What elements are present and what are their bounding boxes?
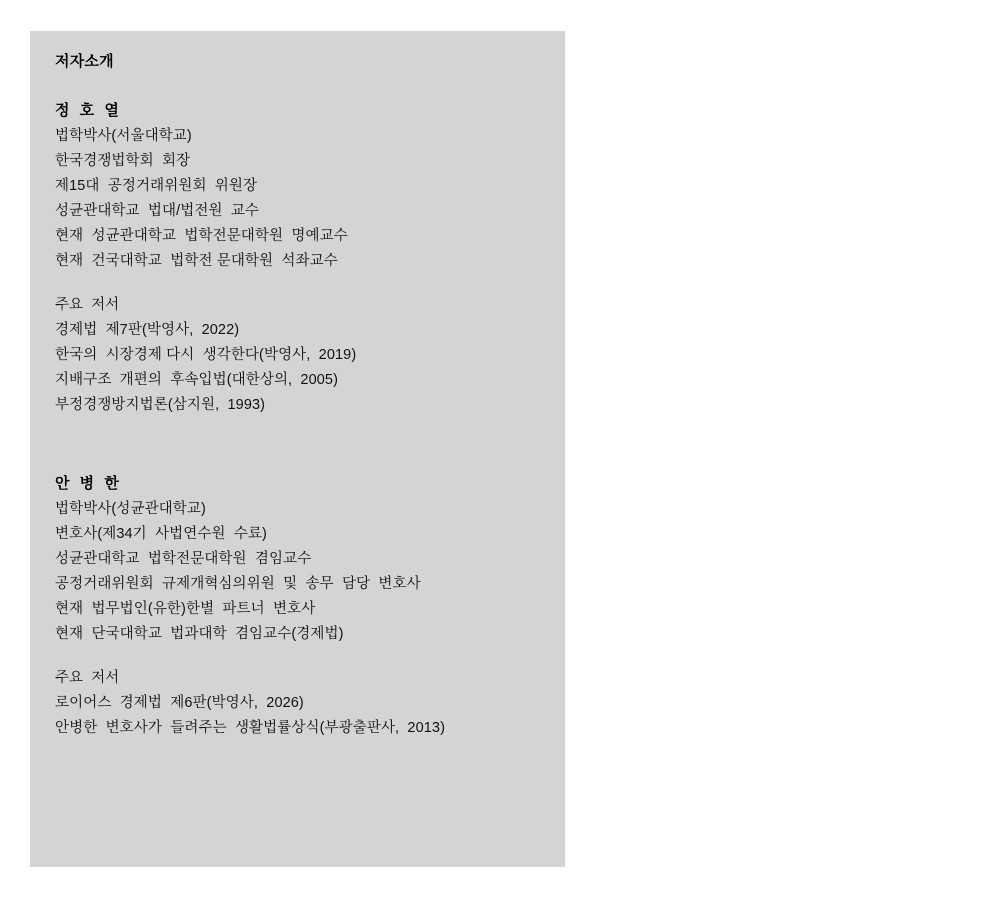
author-credential: 현재 성균관대학교 법학전문대학원 명예교수 [55, 228, 348, 244]
spacer [55, 647, 565, 666]
author-credential: 성균관대학교 법대/법전원 교수 [55, 203, 260, 219]
work-item: 안병한 변호사가 들려주는 생활법률상식(부광출판사, 2013) [55, 720, 446, 736]
work-item: 부정경쟁방지법론(삼지원, 1993) [55, 397, 266, 413]
author-credential: 제15대 공정거래위원회 위원장 [55, 178, 258, 194]
spacer [42, 73, 565, 97]
work-item: 로이어스 경제법 제6판(박영사, 2026) [55, 695, 304, 711]
works-heading: 주요 저서 [55, 670, 120, 686]
author-credential: 현재 법무법인(유한)한별 파트너 변호사 [55, 601, 316, 617]
work-item: 경제법 제7판(박영사, 2022) [55, 322, 240, 338]
author-block-1 [42, 97, 565, 418]
author-name: 정 호 열 [55, 102, 122, 119]
author-credential: 공정거래위원회 규제개혁심의위원 및 송무 담당 변호사 [55, 576, 421, 592]
author-intro-panel [30, 31, 565, 867]
author-credential: 법학박사(성균관대학교) [55, 501, 206, 517]
spacer [42, 418, 565, 470]
author-credential: 현재 건국대학교 법학전 문대학원 석좌교수 [55, 253, 338, 269]
author-credential: 현재 단국대학교 법과대학 겸임교수(경제법) [55, 626, 344, 642]
works-heading: 주요 저서 [55, 297, 120, 313]
work-item: 지배구조 개편의 후속입법(대한상의, 2005) [55, 372, 339, 388]
author-name: 안 병 한 [55, 475, 122, 492]
author-credential: 변호사(제34기 사법연수원 수료) [55, 526, 267, 542]
page-title: 저자소개 [55, 53, 114, 70]
author-block-2 [42, 470, 565, 741]
author-credential: 법학박사(서울대학교) [55, 128, 192, 144]
author-credential: 한국경쟁법학회 회장 [55, 153, 191, 169]
spacer [55, 274, 565, 293]
author-credential: 성균관대학교 법학전문대학원 겸임교수 [55, 551, 312, 567]
work-item: 한국의 시장경제 다시 생각한다(박영사, 2019) [55, 347, 357, 363]
